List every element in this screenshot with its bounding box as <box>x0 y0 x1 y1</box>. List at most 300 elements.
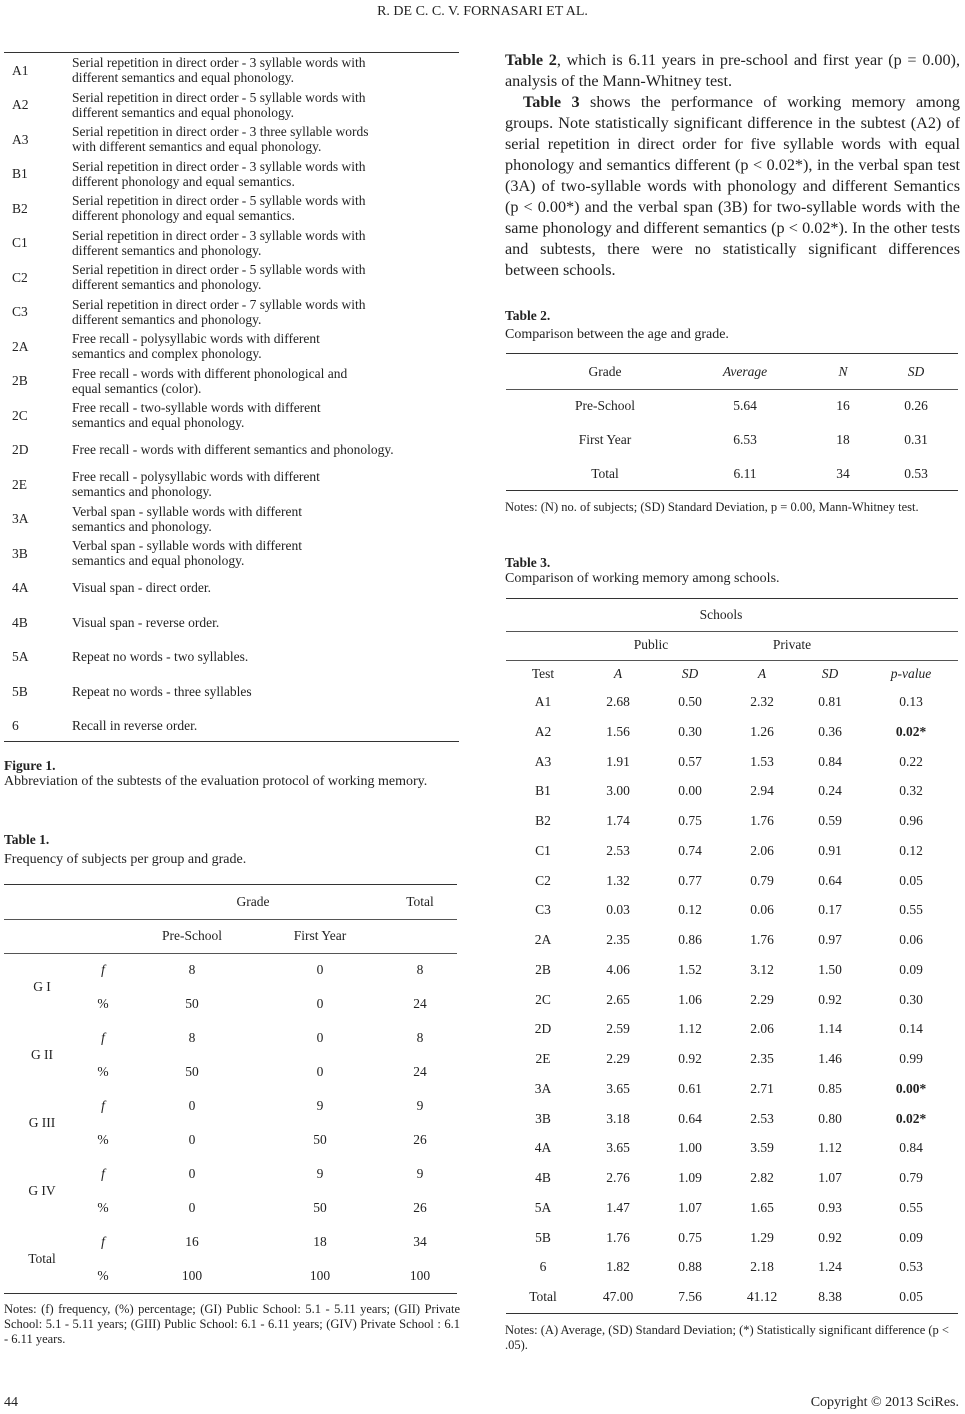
table3-cell: 0.14 <box>899 1021 923 1037</box>
table3-header: A <box>757 666 767 681</box>
page-number: 44 <box>4 1395 18 1410</box>
figure1-row <box>0 709 460 744</box>
table3-cell: 2.94 <box>750 783 774 799</box>
table3-cell: 0.36 <box>818 723 842 739</box>
table1-cell: 9 <box>316 1098 324 1113</box>
paragraph-text: shows the performance of working memory among groups. Note statistically significant difference in the subtest (A2) of serial repetition in direct order for five syllable words with equal phonology and semantics different (p < 0.02*), in the verbal span test (3A) of two-syllable words with phonology and different Semantics (p < 0.00*) and the verbal span (3B) for two-syllable words with the same phonology and different semantics (p < 0.02*). In the other tests and subtests, there were no statistically significant differences between schools. <box>505 93 960 279</box>
description-line: semantics and phonology. <box>72 518 212 534</box>
table3-cell: 0.88 <box>678 1259 702 1275</box>
table2-cell: Total <box>591 466 619 481</box>
subtest-code: 3B <box>12 545 28 561</box>
table3-cell: 0.97 <box>818 932 842 947</box>
group-name: G IV <box>28 1183 56 1198</box>
table1-cell: 8 <box>188 1030 196 1045</box>
table1-cell: 0 <box>188 1098 196 1113</box>
description-line: different semantics and phonology. <box>72 242 262 258</box>
subtest-description <box>72 571 460 606</box>
description-line: Verbal span - syllable words with different <box>72 538 302 554</box>
table3-cell: 0.30 <box>678 723 702 739</box>
table3-cell: 1.76 <box>606 1229 630 1245</box>
table3-cell: 1.52 <box>678 961 702 977</box>
table1-cell: % <box>97 1132 109 1147</box>
table1-head-total: Total <box>406 894 434 909</box>
table2-notes: Notes: (N) no. of subjects; (SD) Standard Deviation, p = 0.00, Mann-Whitney test. <box>505 500 919 514</box>
table3-cell: 1.82 <box>606 1259 630 1275</box>
body-paragraph-1 <box>505 50 960 92</box>
table2-header: Grade <box>588 364 622 379</box>
table1-cell: 0 <box>188 1166 196 1181</box>
table3-cell: 1.12 <box>678 1021 702 1037</box>
table3-top-rule <box>506 598 958 599</box>
copyright: Copyright © 2013 SciRes. <box>810 1395 959 1410</box>
subtest-code: C1 <box>12 235 28 251</box>
table3-cell: 0.09 <box>899 1229 923 1245</box>
table1-cell: 100 <box>309 1268 331 1283</box>
description-line: semantics and phonology. <box>72 484 212 500</box>
table3-cell: 0.75 <box>678 813 702 828</box>
table1-cell: 24 <box>413 1064 427 1079</box>
table3-cell: 3.59 <box>750 1140 774 1156</box>
table1-notes: Notes: (f) frequency, (%) percentage; (GI) Public School: 5.1 - 5.11 years; (GII) Private School: 5.1 - 5.11 years; (GIII) Public School: 6.1 - 6.11 years; (GIV) Private School : 6.1 - 6.11 years. <box>4 1302 460 1346</box>
table3-cell: 2.53 <box>750 1110 774 1126</box>
subtest-description <box>72 157 460 192</box>
table1-cell: f <box>101 962 105 977</box>
table3-header: SD <box>681 666 699 681</box>
table1-rule <box>4 953 457 954</box>
table1-cell: 0 <box>316 962 324 977</box>
table3-cell: 0.93 <box>818 1199 842 1215</box>
table3-cell: 2.32 <box>750 694 774 709</box>
table2-header: Average <box>722 364 768 379</box>
description-line: different phonology and equal semantics. <box>72 173 295 189</box>
table3-cell: 1.53 <box>750 753 774 769</box>
figure1-bottom-rule <box>4 741 459 742</box>
table2-header: SD <box>907 364 925 379</box>
figure1-row <box>0 433 460 468</box>
table3-cell: 1.26 <box>750 723 774 739</box>
table3-cell: 1.65 <box>750 1199 774 1215</box>
table1-cell: 9 <box>316 1166 324 1181</box>
table1-cell: f <box>101 1234 105 1249</box>
description-line: semantics and equal phonology. <box>72 415 245 431</box>
table2-cell: 0.53 <box>904 466 928 481</box>
table1-cell: 50 <box>185 1064 199 1079</box>
subtest-description <box>72 226 460 261</box>
table1-cell: 100 <box>181 1268 203 1283</box>
table3-cell: A2 <box>534 723 552 739</box>
figure1-row <box>0 157 460 192</box>
subtest-code: C2 <box>12 269 28 285</box>
table3-cell: 3B <box>535 1110 551 1126</box>
table3-cell: 1.47 <box>606 1199 630 1215</box>
table3-cell: 41.12 <box>746 1289 778 1304</box>
table1-cell: 24 <box>413 996 427 1011</box>
table1-cell: 26 <box>413 1132 427 1147</box>
table1-head-preschool: Pre-School <box>162 928 222 943</box>
table3-cell: 3.65 <box>606 1140 630 1156</box>
group-name: G II <box>30 1047 54 1062</box>
description-line: Serial repetition in direct order - 3 syllable words with <box>72 227 366 243</box>
table3-cell: 2B <box>535 961 551 977</box>
figure1-row <box>0 53 460 88</box>
table3-cell: 0.77 <box>678 872 702 888</box>
table3-cell: 2.68 <box>606 694 630 709</box>
table3-cell: 2.59 <box>606 1021 630 1037</box>
table3-head-schools: Schools <box>699 607 743 622</box>
subtest-code: 3A <box>12 511 29 527</box>
table3-notes: Notes: (A) Average, (SD) Standard Deviation; (*) Statistically significant difference (p < .05). <box>505 1323 949 1352</box>
table3-cell: 0.92 <box>678 1051 702 1066</box>
description-line: Free recall - polysyllabic words with different <box>72 469 320 485</box>
subtest-code: 2D <box>12 442 29 458</box>
table3-cell: 0.53 <box>899 1259 923 1275</box>
description-line: semantics and complex phonology. <box>72 346 262 362</box>
table3-cell: 0.84 <box>818 753 842 769</box>
table2-caption: Comparison between the age and grade. <box>505 327 729 342</box>
subtest-code: 4B <box>12 614 28 630</box>
table3-bottom-rule <box>506 1313 958 1314</box>
table3-cell: 0.64 <box>678 1110 702 1126</box>
table3-cell: 3.00 <box>606 783 630 799</box>
table3-cell: 0.02* <box>895 1110 927 1126</box>
table1-cell: 9 <box>416 1098 424 1113</box>
table1-cell: 50 <box>185 996 199 1011</box>
table1-cell: f <box>101 1166 105 1181</box>
table3-cell: 8.38 <box>818 1289 842 1304</box>
table1-cell: 16 <box>185 1234 199 1249</box>
subtest-description <box>72 709 460 744</box>
subtest-code: B2 <box>12 200 28 216</box>
table3-cell: 1.09 <box>678 1170 702 1185</box>
table1-cell: 9 <box>416 1166 424 1181</box>
table2-cell: 6.11 <box>733 466 757 481</box>
table3-cell: 0.84 <box>899 1140 923 1156</box>
table3-cell: 2.06 <box>750 1021 774 1037</box>
table3-cell: 2.53 <box>606 842 630 858</box>
table3-cell: 3A <box>534 1080 552 1096</box>
table3-cell: 1.14 <box>818 1021 842 1037</box>
figure1-row <box>0 640 460 675</box>
subtest-description <box>72 640 460 675</box>
table2-ref: Table 2 <box>505 51 557 69</box>
figure1-row <box>0 260 460 295</box>
subtest-code: 5A <box>12 649 29 665</box>
table1-cell: 0 <box>188 1200 196 1215</box>
figure1-row <box>0 329 460 364</box>
table3-cell: 2C <box>535 991 551 1007</box>
table3-cell: 0.59 <box>818 813 842 828</box>
table3-cell: 2.29 <box>750 991 774 1007</box>
table1-head-grade: Grade <box>236 894 270 909</box>
table3-cell: 4B <box>535 1170 551 1185</box>
table3-cell: 47.00 <box>602 1289 634 1304</box>
table3-cell: 4A <box>534 1140 552 1156</box>
subtest-code: A1 <box>12 62 29 78</box>
subtest-description <box>72 88 460 123</box>
table3-cell: 0.50 <box>678 694 702 709</box>
table2-cell: 6.53 <box>733 432 757 447</box>
table3-cell: C3 <box>535 902 551 918</box>
table3-cell: 0.55 <box>899 1199 923 1215</box>
description-line: Serial repetition in direct order - 3 three syllable words <box>72 124 369 140</box>
table3-header: SD <box>821 666 839 681</box>
description-line: Verbal span - syllable words with different <box>72 503 302 519</box>
table2-cell: First Year <box>578 432 632 447</box>
table2-top-rule <box>506 353 958 354</box>
table2-cell: 18 <box>836 432 850 447</box>
table3-cell: 0.91 <box>818 842 842 858</box>
table1-cell: 0 <box>188 1132 196 1147</box>
table3-cell: 5A <box>534 1199 552 1215</box>
subtest-description <box>72 398 460 433</box>
group-name: G III <box>28 1115 56 1130</box>
figure1-row <box>0 536 460 571</box>
description-line: Free recall - two-syllable words with different <box>72 400 321 416</box>
table3-cell: 0.17 <box>818 902 842 918</box>
table3-rule <box>506 660 958 661</box>
table2-header: N <box>838 364 848 379</box>
table3-cell: 2.35 <box>750 1051 774 1066</box>
table1-cell: 18 <box>313 1234 327 1249</box>
table3-cell: 0.09 <box>899 961 923 977</box>
table3-rule <box>506 631 958 632</box>
figure1-row <box>0 571 460 606</box>
subtest-code: A2 <box>12 97 29 113</box>
table2-bottom-rule <box>506 490 958 491</box>
table3-cell: 1.32 <box>606 872 630 888</box>
description-line: different phonology and equal semantics. <box>72 208 295 224</box>
table1-cell: 34 <box>413 1234 427 1249</box>
subtest-code: 2C <box>12 407 28 423</box>
table3-cell: 0.22 <box>899 753 923 769</box>
table3-cell: 0.99 <box>899 1051 923 1066</box>
table3-cell: 0.12 <box>678 902 702 918</box>
table3-caption: Comparison of working memory among schools. <box>505 571 780 586</box>
table3-cell: 2.06 <box>750 842 774 858</box>
table1-cell: % <box>97 996 109 1011</box>
description-line: Serial repetition in direct order - 5 syllable words with <box>72 193 366 209</box>
description-line: Visual span - reverse order. <box>72 614 220 630</box>
table3-cell: 0.05 <box>899 872 923 888</box>
subtest-description <box>72 191 460 226</box>
table1-head-firstyear: First Year <box>293 928 347 943</box>
figure1-row <box>0 674 460 709</box>
table1-cell: f <box>101 1030 105 1045</box>
table1-cell: 0 <box>316 1030 324 1045</box>
table3-cell: 1.76 <box>750 813 774 828</box>
figure1-row <box>0 364 460 399</box>
table3-cell: 0.96 <box>899 813 923 828</box>
table3-cell: 0.79 <box>750 872 774 888</box>
table3-header: p-value <box>890 666 932 681</box>
table3-cell: B1 <box>535 783 551 799</box>
table3-cell: 0.64 <box>818 872 842 888</box>
figure1-caption: Abbreviation of the subtests of the evaluation protocol of working memory. <box>4 774 428 789</box>
table3-cell: C2 <box>535 872 551 888</box>
subtest-code: 6 <box>12 718 19 734</box>
table3-cell: 2E <box>535 1051 551 1066</box>
description-line: Serial repetition in direct order - 7 syllable words with <box>72 296 366 312</box>
table3-cell: 1.00 <box>678 1140 702 1156</box>
table1-cell: % <box>97 1064 109 1079</box>
table3-cell: 0.81 <box>818 694 842 709</box>
table3-cell: 3.12 <box>750 961 774 977</box>
table3-cell: 0.02* <box>895 723 927 739</box>
table3-cell: 0.75 <box>678 1229 702 1245</box>
subtest-code: 2B <box>12 373 28 389</box>
table3-cell: 0.12 <box>899 842 923 858</box>
figure1-row <box>0 122 460 157</box>
subtest-description <box>72 605 460 640</box>
table1-cell: 8 <box>188 962 196 977</box>
table2-cell: 16 <box>836 398 850 413</box>
table3-cell: 7.56 <box>678 1289 702 1304</box>
subtest-description <box>72 502 460 537</box>
subtest-code: B1 <box>12 166 28 182</box>
subtest-description <box>72 364 460 399</box>
table3-cell: 1.07 <box>678 1199 702 1215</box>
table1-rule <box>4 919 457 920</box>
table3-cell: 4.06 <box>606 961 630 977</box>
table2-cell: 0.26 <box>904 398 928 413</box>
description-line: Serial repetition in direct order - 5 syllable words with <box>72 89 366 105</box>
table3-cell: 1.07 <box>818 1170 842 1185</box>
table1-cell: 100 <box>409 1268 431 1283</box>
table3-cell: 0.03 <box>606 902 630 918</box>
table3-cell: 1.06 <box>678 991 702 1007</box>
table3-cell: 3.65 <box>606 1080 630 1096</box>
subtest-description <box>72 536 460 571</box>
table3-head-public: Public <box>633 637 669 652</box>
table1-cell: 50 <box>313 1200 327 1215</box>
description-line: Free recall - polysyllabic words with different <box>72 331 320 347</box>
table3-cell: 2.76 <box>606 1170 630 1185</box>
subtest-description <box>72 53 460 88</box>
subtest-description <box>72 260 460 295</box>
subtest-description <box>72 122 460 157</box>
table3-cell: 0.55 <box>899 902 923 918</box>
figure1-row <box>0 295 460 330</box>
table1-cell: 26 <box>413 1200 427 1215</box>
table1-cell: 0 <box>316 1064 324 1079</box>
table3-cell: 0.05 <box>899 1289 923 1304</box>
table3-cell: 0.92 <box>818 991 842 1007</box>
subtest-code: 2A <box>12 338 29 354</box>
table3-label: Table 3. <box>505 555 551 570</box>
table3-cell: 1.76 <box>750 932 774 947</box>
subtest-description <box>72 295 460 330</box>
description-line: Serial repetition in direct order - 5 syllable words with <box>72 262 366 278</box>
table3-cell: 1.50 <box>818 961 842 977</box>
figure1-row <box>0 88 460 123</box>
table3-cell: C1 <box>535 842 551 858</box>
table3-cell: 2.35 <box>606 932 630 947</box>
table2-label: Table 2. <box>505 308 551 323</box>
description-line: Visual span - direct order. <box>72 580 212 596</box>
subtest-code: 4A <box>12 580 29 596</box>
table1-cell: 0 <box>316 996 324 1011</box>
table1-caption: Frequency of subjects per group and grade. <box>4 852 247 867</box>
table1-cell: 8 <box>416 1030 424 1045</box>
table3-cell: 0.79 <box>899 1170 923 1185</box>
description-line: Free recall - words with different semantics and phonology. <box>72 442 394 458</box>
table3-cell: 1.91 <box>606 753 630 769</box>
description-line: Repeat no words - two syllables. <box>72 649 249 665</box>
table3-cell: 1.46 <box>818 1051 842 1066</box>
group-name: G I <box>33 979 51 994</box>
table3-cell: 0.30 <box>899 991 923 1007</box>
table3-cell: 1.56 <box>606 723 630 739</box>
table3-header: Test <box>531 666 555 681</box>
table3-cell: 2.71 <box>750 1080 774 1096</box>
table3-ref: Table 3 <box>523 93 580 111</box>
table3-cell: 2.29 <box>606 1051 630 1066</box>
table3-cell: 0.85 <box>818 1080 842 1096</box>
table1-cell: f <box>101 1098 105 1113</box>
table1-label: Table 1. <box>4 832 50 847</box>
figure1-row <box>0 605 460 640</box>
paragraph-text: , which is 6.11 years in pre-school and first year (p = 0.00), analysis of the Mann-Whitney test. <box>505 51 960 90</box>
subtest-code: 5B <box>12 683 28 699</box>
table3-cell: 3.18 <box>606 1110 630 1126</box>
table3-cell: 1.74 <box>606 813 630 828</box>
table1-cell: % <box>97 1200 109 1215</box>
table1-cell: 8 <box>416 962 424 977</box>
table3-cell: 0.92 <box>818 1229 842 1245</box>
subtest-code: 2E <box>12 476 27 492</box>
table2-cell: 5.64 <box>733 398 757 413</box>
table3-cell: 5B <box>535 1229 551 1245</box>
description-line: with different semantics and equal phonology. <box>72 139 322 155</box>
table3-cell: 2A <box>534 932 552 947</box>
table1-cell: % <box>97 1268 109 1283</box>
table3-cell: B2 <box>535 813 551 828</box>
description-line: semantics and equal phonology. <box>72 553 245 569</box>
subtest-description <box>72 467 460 502</box>
subtest-description <box>72 433 460 468</box>
running-header: R. DE C. C. V. FORNASARI ET AL. <box>377 4 588 19</box>
table3-cell: 0.06 <box>750 902 774 918</box>
table3-cell: 0.74 <box>678 842 702 858</box>
figure1-row <box>0 398 460 433</box>
table3-cell: 0.32 <box>899 783 923 799</box>
table1-top-rule <box>4 884 457 885</box>
subtest-description <box>72 674 460 709</box>
table3-cell: 1.24 <box>818 1259 842 1275</box>
table2-cell: 34 <box>836 466 850 481</box>
table3-cell: 2D <box>534 1021 552 1037</box>
description-line: equal semantics (color). <box>72 380 202 396</box>
table3-cell: 0.00* <box>895 1080 927 1096</box>
table3-cell: 2.18 <box>750 1259 774 1275</box>
table3-cell: 1.29 <box>750 1229 774 1245</box>
subtest-code: A3 <box>12 131 29 147</box>
table3-cell: 0.61 <box>678 1080 702 1096</box>
table3-header: A <box>613 666 623 681</box>
table3-cell: 1.12 <box>818 1140 842 1156</box>
description-line: Repeat no words - three syllables <box>72 683 252 699</box>
table3-cell: 0.13 <box>899 694 923 709</box>
table3-cell: 2.82 <box>750 1170 774 1185</box>
description-line: Recall in reverse order. <box>72 718 198 734</box>
table1-bottom-rule <box>4 1293 457 1294</box>
table2-cell: Pre-School <box>575 398 635 413</box>
description-line: Serial repetition in direct order - 3 syllable words with <box>72 55 366 71</box>
description-line: Serial repetition in direct order - 3 syllable words with <box>72 158 366 174</box>
table1-cell: 50 <box>313 1132 327 1147</box>
table3-cell: 2.65 <box>606 991 630 1007</box>
subtest-description <box>72 329 460 364</box>
